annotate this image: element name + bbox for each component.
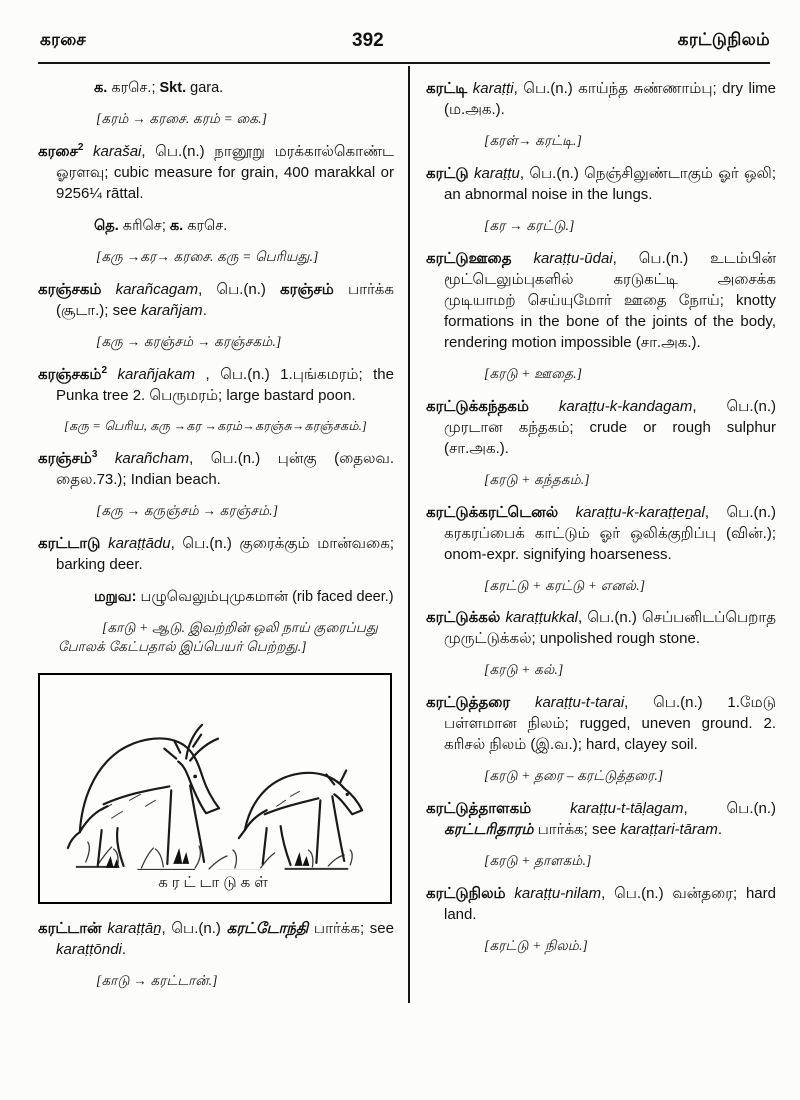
etymology-note: [கரடு + தாளகம்.] <box>484 853 592 869</box>
cross-language-note: தெ. கரிசெ; க. கரசெ. <box>94 218 228 235</box>
etymology-note: [கரடு + தரை – கரட்டுத்தரை.] <box>484 768 664 784</box>
entry-karattu-udai: கரட்டுஊதை karaṭṭu-ūdai, பெ.(n.) உடம்பின் மூட்டெலும்புகளில் கரடுகட்டி அசைக்க முடியாமற் செய்யுமோர் ஊதை நோய்; knotty formations in the bone of the joints of the body, rendering motion impossible (சா.அக.). <box>426 249 777 351</box>
figure-caption: கரட்டாடுகள் <box>158 873 272 891</box>
cross-language-note: க. கரசெ.; Skt. gara. <box>94 80 224 96</box>
entry-karattukkal: கரட்டுக்கல் karaṭṭukkal, பெ.(n.) செப்பனிடப்பெறாத முருட்டுக்கல்; unpolished rough stone. <box>426 609 776 648</box>
entry-karasai-2: கரசை$^2$ karašai, பெ.(n.) நானூறு மரக்கால்கொண்ட ஓரளவு; cubic measure for grain, 400 marakkal or 9256¼ rāttal. <box>38 142 394 203</box>
entry-karattu-t-talagam: கரட்டுத்தாளகம் karaṭṭu-t-tāḷagam, பெ.(n.) கரட்டரிதாரம் பார்க்க; see karaṭṭari-tāram. <box>426 800 776 839</box>
entry-karattan: கரட்டான் karaṭṭāṉ, பெ.(n.) கரட்டோந்தி பார்க்க; see karaṭṭōndi. <box>38 919 394 958</box>
entry-karancagam: கரஞ்சகம் karañcagam, பெ.(n.) கரஞ்சம் பார்க்க (சூடா.); see karañjam. <box>38 281 394 320</box>
synonym-note: மறுவ: பழுவெலும்புமுகமான் (rib faced deer.) <box>94 588 394 605</box>
etymology-note: [கரு → கருஞ்சம் → கரஞ்சம்.] <box>96 502 279 518</box>
etymology-note: [கரு → கரஞ்சம் → கரஞ்சகம்.] <box>96 334 282 350</box>
entry-karattu-t-tarai: கரட்டுத்தரை karaṭṭu-t-tarai, பெ.(n.) 1.மேடு பள்ளமான நிலம்; rugged, uneven ground. 2. கரிசல் நிலம் (இ.வ.); hard, clayey soil. <box>426 694 777 754</box>
etymology-note: [கரு = பெரிய, கரு →கர →கரம்→கரஞ்சு→கரஞ்சகம்.] <box>64 419 368 434</box>
catchword-left: கரசை <box>40 30 87 49</box>
barking-deer-figure <box>38 673 392 904</box>
right-column <box>410 66 776 1003</box>
entry-karattu: கரட்டு karaṭṭu, பெ.(n.) நெஞ்சிலுண்டாகும் ஓர் ஒலி; an abnormal noise in the lungs. <box>426 164 776 203</box>
etymology-note: [கரம் → கரசை. கரம் = கை.] <box>96 111 268 127</box>
entry-karanjakam-2: கரஞ்சகம்$^2$ karañjakam , பெ.(n.) 1.புங்கமரம்; the Punka tree 2. பெருமரம்; large bastard poon. <box>38 365 394 405</box>
entry-karattu-k-karattenal: கரட்டுக்கரட்டெனல் karaṭṭu-k-karaṭṭeṉal, பெ.(n.) கரகரப்பைக் காட்டும் ஓர் ஒலிக்குறிப்பு (வின்.); onom-expr. signifying hoarseness. <box>426 503 777 563</box>
entry-karatti: கரட்டி karaṭṭi, பெ.(n.) காய்ந்த சுண்ணாம்பு; dry lime (ம.அக.). <box>426 80 777 118</box>
entry-karattu-k-kandagam: கரட்டுக்கந்தகம் karaṭṭu-k-kandagam, பெ.(n.) முரடான கந்தகம்; crude or rough sulphur (சா.அக.). <box>426 397 776 457</box>
etymology-note: [கரள்→ கரட்டி.] <box>484 133 583 148</box>
barking-deer-illustration <box>46 685 384 870</box>
left-column <box>38 66 410 1003</box>
etymology-note: [கரட்டு + கரட்டு + எனல்.] <box>484 577 646 593</box>
entry-karattu-nilam: கரட்டுநிலம் karaṭṭu-nilam, பெ.(n.) வன்தரை; hard land. <box>426 885 776 924</box>
etymology-note: [கரடு + கந்தகம்.] <box>484 471 590 487</box>
etymology-note: [காடு + ஆடு. இவற்றின் ஒலி நாய் குரைப்பது போலக் கேட்பதால் இப்பெயர் பெற்றது.] <box>58 619 379 654</box>
etymology-note: [கர → கரட்டு.] <box>484 217 575 233</box>
etymology-note: [கரடு + ஊதை.] <box>484 365 583 381</box>
catchword-right: கரட்டுநிலம் <box>677 30 770 49</box>
etymology-note: [கரட்டு + நிலம்.] <box>484 938 588 954</box>
etymology-note: [கரு →கர→ கரசை. கரு = பெரியது.] <box>96 249 319 265</box>
page-number: 392 <box>352 30 384 51</box>
dictionary-columns <box>0 64 800 1003</box>
entry-karancham-3: கரஞ்சம்$^3$ karañcham, பெ.(n.) புன்கு (தைலவ. தைல.73.); Indian beach. <box>38 448 395 488</box>
etymology-note: [கரடு + கல்.] <box>484 662 564 678</box>
etymology-note: [காடு → கரட்டான்.] <box>96 972 218 988</box>
entry-karattadu: கரட்டாடு karaṭṭādu, பெ.(n.) குரைக்கும் மான்வகை; barking deer. <box>38 534 394 573</box>
page-header <box>0 0 800 52</box>
